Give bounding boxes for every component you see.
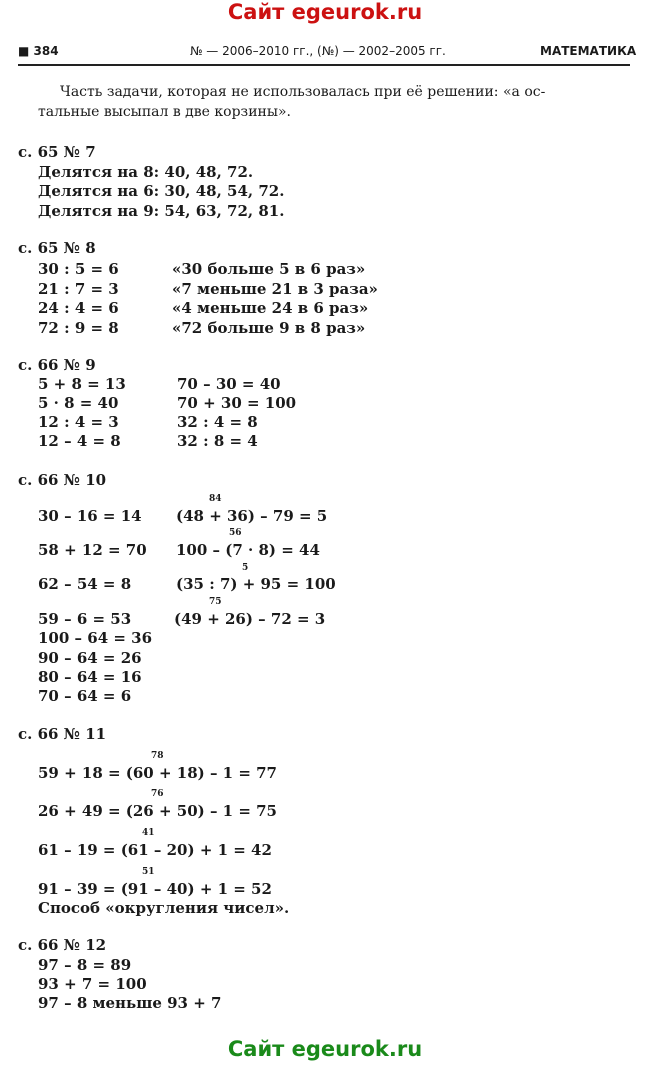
- equation: 70 – 64 = 6: [38, 687, 132, 705]
- equation: 59 – 6 = 53: [38, 610, 132, 628]
- equation: 59 + 18 = (60 + 18) – 1 = 77: [38, 764, 277, 782]
- section-title: с. 66 № 11: [18, 725, 107, 743]
- equation: 12 : 4 = 3: [38, 413, 119, 431]
- equation: (35 : 7) + 95 = 100: [176, 575, 336, 593]
- equation: 97 – 8 меньше 93 + 7: [38, 994, 222, 1012]
- subject-title: МАТЕМАТИКА: [540, 44, 637, 58]
- section-title: с. 65 № 8: [18, 239, 96, 257]
- equation: 26 + 49 = (26 + 50) – 1 = 75: [38, 802, 277, 820]
- section-title: с. 66 № 10: [18, 471, 107, 489]
- equation: (48 + 36) – 79 = 5: [176, 507, 328, 525]
- edition-note: № — 2006–2010 гг., (№) — 2002–2005 гг.: [190, 44, 446, 58]
- equation: 58 + 12 = 70: [38, 541, 147, 559]
- equation: 72 : 9 = 8: [38, 319, 119, 337]
- equation: 90 – 64 = 26: [38, 649, 142, 667]
- intermediate-result: 41: [142, 828, 155, 838]
- intermediate-result: 51: [142, 867, 155, 877]
- intermediate-result: 56: [229, 528, 242, 538]
- equation: 32 : 4 = 8: [177, 413, 258, 431]
- section-title: с. 66 № 9: [18, 356, 96, 374]
- equation: 30 – 16 = 14: [38, 507, 142, 525]
- page-number: ■ 384: [18, 44, 59, 58]
- intermediate-result: 75: [209, 597, 222, 607]
- equation: 30 : 5 = 6: [38, 260, 119, 278]
- section-title: с. 66 № 12: [18, 936, 107, 954]
- site-watermark-bottom[interactable]: Сайт egeurok.ru: [227, 1037, 423, 1061]
- intermediate-result: 84: [209, 494, 222, 504]
- answer-line: Делятся на 6: 30, 48, 54, 72.: [38, 182, 285, 200]
- equation: 21 : 7 = 3: [38, 280, 119, 298]
- equation: 70 + 30 = 100: [177, 394, 297, 412]
- equation: 32 : 8 = 4: [177, 432, 258, 450]
- intro-line-2: тальные высыпал в две корзины».: [38, 104, 292, 120]
- equation: 12 – 4 = 8: [38, 432, 121, 450]
- equation: (49 + 26) – 72 = 3: [174, 610, 326, 628]
- section-title: с. 65 № 7: [18, 143, 96, 161]
- comparison-text: «72 больше 9 в 8 раз»: [172, 319, 366, 337]
- equation: 91 – 39 = (91 – 40) + 1 = 52: [38, 880, 272, 898]
- equation: 61 – 19 = (61 – 20) + 1 = 42: [38, 841, 272, 859]
- comparison-text: «30 больше 5 в 6 раз»: [172, 260, 366, 278]
- equation: 80 – 64 = 16: [38, 668, 142, 686]
- equation: 5 + 8 = 13: [38, 375, 126, 393]
- intermediate-result: 5: [242, 563, 249, 573]
- header-rule: [18, 64, 630, 66]
- answer-line: Делятся на 9: 54, 63, 72, 81.: [38, 202, 285, 220]
- site-watermark-top[interactable]: Сайт egeurok.ru: [227, 0, 423, 24]
- intro-line-1: Часть задачи, которая не использовалась при её решении: «а ос-: [60, 84, 546, 100]
- equation: 5 · 8 = 40: [38, 394, 119, 412]
- equation: 70 – 30 = 40: [177, 375, 281, 393]
- equation: 100 – (7 · 8) = 44: [176, 541, 320, 559]
- comparison-text: «4 меньше 24 в 6 раз»: [172, 299, 369, 317]
- method-note: Способ «округления чисел».: [38, 899, 290, 917]
- intermediate-result: 76: [151, 789, 164, 799]
- equation: 100 – 64 = 36: [38, 629, 153, 647]
- equation: 97 – 8 = 89: [38, 956, 132, 974]
- equation: 93 + 7 = 100: [38, 975, 147, 993]
- comparison-text: «7 меньше 21 в 3 раза»: [172, 280, 378, 298]
- equation: 24 : 4 = 6: [38, 299, 119, 317]
- intermediate-result: 78: [151, 751, 164, 761]
- equation: 62 – 54 = 8: [38, 575, 132, 593]
- answer-line: Делятся на 8: 40, 48, 72.: [38, 163, 254, 181]
